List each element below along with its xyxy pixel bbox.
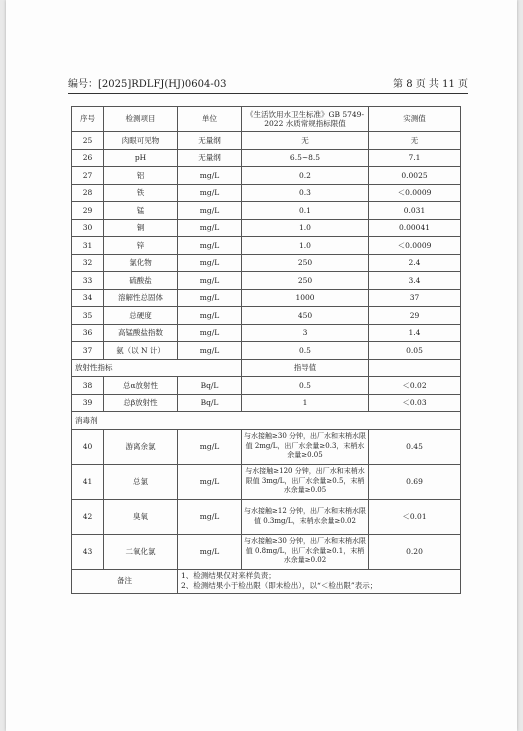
table-row [72, 377, 461, 395]
cell-limit: 1.0 [242, 219, 369, 237]
cell-value: 0.031 [369, 202, 461, 220]
cell-limit: 450 [242, 307, 369, 325]
col-header-value: 实测值 [369, 107, 461, 132]
cell-seq: 43 [72, 534, 104, 569]
cell-limit: 0.5 [242, 377, 369, 395]
cell-seq: 39 [72, 394, 104, 412]
cell-seq: 25 [72, 132, 104, 150]
cell-seq: 29 [72, 202, 104, 220]
cell-value: 2.4 [369, 254, 461, 272]
cell-item: 高锰酸盐指数 [104, 324, 178, 342]
report-number: 编号：[2025]RDLFJ(HJ)0604-03 [68, 79, 227, 90]
table-row [72, 219, 461, 237]
cell-unit: mg/L [178, 464, 242, 499]
table-row [72, 307, 461, 325]
cell-item: 总氯 [104, 464, 178, 499]
cell-seq: 28 [72, 184, 104, 202]
cell-seq: 36 [72, 324, 104, 342]
cell-item: 臭氧 [104, 499, 178, 534]
cell-seq: 27 [72, 167, 104, 185]
table-row [72, 202, 461, 220]
cell-unit: mg/L [178, 307, 242, 325]
cell-unit: Bq/L [178, 377, 242, 395]
cell-limit: 与水接触≥12 分钟，出厂水和末梢水限值 0.3mg/L，末梢水余量≥0.02 [242, 499, 369, 534]
cell-limit: 与水接触≥30 分钟，出厂水和末梢水限值 2mg/L，出厂水余量≥0.3，末梢水余量≥0.05 [242, 429, 369, 464]
cell-item: 锌 [104, 237, 178, 255]
cell-limit: 250 [242, 254, 369, 272]
cell-value: 1.4 [369, 324, 461, 342]
cell-seq: 38 [72, 377, 104, 395]
section-label: 放射性指标 [72, 359, 242, 377]
cell-seq: 26 [72, 149, 104, 167]
cell-value: 0.45 [369, 429, 461, 464]
cell-item: 总硬度 [104, 307, 178, 325]
cell-value: 0.0025 [369, 167, 461, 185]
cell-unit: mg/L [178, 534, 242, 569]
table-row [72, 499, 461, 534]
table-row [72, 534, 461, 569]
cell-unit: mg/L [178, 237, 242, 255]
table-row [72, 132, 461, 150]
table-row [72, 342, 461, 360]
header-rule [68, 93, 468, 94]
cell-item: 铝 [104, 167, 178, 185]
table-row [72, 167, 461, 185]
cell-unit: mg/L [178, 167, 242, 185]
cell-item: 总α放射性 [104, 377, 178, 395]
cell-limit: 6.5~8.5 [242, 149, 369, 167]
table-header-row [72, 107, 461, 132]
cell-unit: mg/L [178, 499, 242, 534]
water-quality-table [71, 106, 461, 594]
cell-limit: 0.2 [242, 167, 369, 185]
cell-item: 溶解性总固体 [104, 289, 178, 307]
cell-item: 氯化物 [104, 254, 178, 272]
cell-item: 二氧化氯 [104, 534, 178, 569]
cell-value: 无 [369, 132, 461, 150]
cell-value: 7.1 [369, 149, 461, 167]
cell-seq: 34 [72, 289, 104, 307]
cell-value: ＜0.01 [369, 499, 461, 534]
cell-limit: 0.1 [242, 202, 369, 220]
table-row [72, 289, 461, 307]
remarks-label: 备注 [72, 569, 178, 593]
cell-unit: mg/L [178, 342, 242, 360]
cell-limit: 无 [242, 132, 369, 150]
cell-limit: 250 [242, 272, 369, 290]
table-row [72, 149, 461, 167]
cell-seq: 41 [72, 464, 104, 499]
table-row [72, 324, 461, 342]
page-header [68, 79, 468, 91]
cell-value: ＜0.03 [369, 394, 461, 412]
table-row [72, 237, 461, 255]
section-row-disinfectant [72, 412, 461, 430]
cell-item: 氨（以 N 计） [104, 342, 178, 360]
cell-seq: 33 [72, 272, 104, 290]
cell-seq: 40 [72, 429, 104, 464]
table-row [72, 272, 461, 290]
cell-unit: 无量纲 [178, 149, 242, 167]
cell-value: 0.05 [369, 342, 461, 360]
table-row [72, 184, 461, 202]
cell-value: 0.20 [369, 534, 461, 569]
table-row [72, 464, 461, 499]
cell-unit: mg/L [178, 289, 242, 307]
cell-seq: 31 [72, 237, 104, 255]
cell-unit: mg/L [178, 429, 242, 464]
cell-limit: 1000 [242, 289, 369, 307]
cell-value: 29 [369, 307, 461, 325]
cell-value: 0.69 [369, 464, 461, 499]
col-header-unit: 单位 [178, 107, 242, 132]
remark-line: 2、检测结果小于检出限（即未检出），以“＜检出限”表示； [181, 581, 378, 590]
cell-item: 总β放射性 [104, 394, 178, 412]
cell-limit: 1 [242, 394, 369, 412]
table-row [72, 254, 461, 272]
cell-seq: 35 [72, 307, 104, 325]
cell-seq: 30 [72, 219, 104, 237]
cell-item: 肉眼可见物 [104, 132, 178, 150]
cell-unit: mg/L [178, 219, 242, 237]
cell-unit: mg/L [178, 202, 242, 220]
cell-seq: 32 [72, 254, 104, 272]
cell-value: 37 [369, 289, 461, 307]
table-row [72, 429, 461, 464]
cell-limit: 0.3 [242, 184, 369, 202]
cell-limit: 与水接触≥120 分钟，出厂水和末梢水限值 3mg/L，出厂水余量≥0.5，末梢水余量≥0.05 [242, 464, 369, 499]
col-header-seq: 序号 [72, 107, 104, 132]
cell-seq: 42 [72, 499, 104, 534]
cell-unit: Bq/L [178, 394, 242, 412]
cell-item: pH [104, 149, 178, 167]
cell-limit: 与水接触≥30 分钟，出厂水和末梢水限值 0.8mg/L，出厂水余量≥0.1，末梢水余量≥0.02 [242, 534, 369, 569]
cell-limit: 0.5 [242, 342, 369, 360]
cell-item: 硫酸盐 [104, 272, 178, 290]
cell-item: 铜 [104, 219, 178, 237]
empty-cell [369, 359, 461, 377]
cell-unit: mg/L [178, 184, 242, 202]
cell-value: ＜0.0009 [369, 237, 461, 255]
cell-limit: 1.0 [242, 237, 369, 255]
cell-unit: mg/L [178, 254, 242, 272]
cell-seq: 37 [72, 342, 104, 360]
table-row [72, 394, 461, 412]
guide-value-header: 指导值 [242, 359, 369, 377]
cell-value: ＜0.0009 [369, 184, 461, 202]
section-label: 消毒剂 [72, 412, 461, 430]
remarks-notes [178, 569, 461, 593]
remark-line: 1、检测结果仅对来样负责； [181, 570, 276, 580]
cell-value: 0.00041 [369, 219, 461, 237]
remarks-row [72, 569, 461, 593]
cell-unit: mg/L [178, 324, 242, 342]
col-header-limit: 《生活饮用水卫生标准》GB 5749-2022 水质常规指标限值 [242, 107, 369, 132]
cell-item: 铁 [104, 184, 178, 202]
section-row-radioactivity [72, 359, 461, 377]
col-header-item: 检测项目 [104, 107, 178, 132]
cell-unit: mg/L [178, 272, 242, 290]
page-number: 第 8 页 共 11 页 [393, 79, 468, 90]
cell-value: ＜0.02 [369, 377, 461, 395]
cell-item: 游离余氯 [104, 429, 178, 464]
cell-unit: 无量纲 [178, 132, 242, 150]
cell-item: 锰 [104, 202, 178, 220]
cell-limit: 3 [242, 324, 369, 342]
cell-value: 3.4 [369, 272, 461, 290]
